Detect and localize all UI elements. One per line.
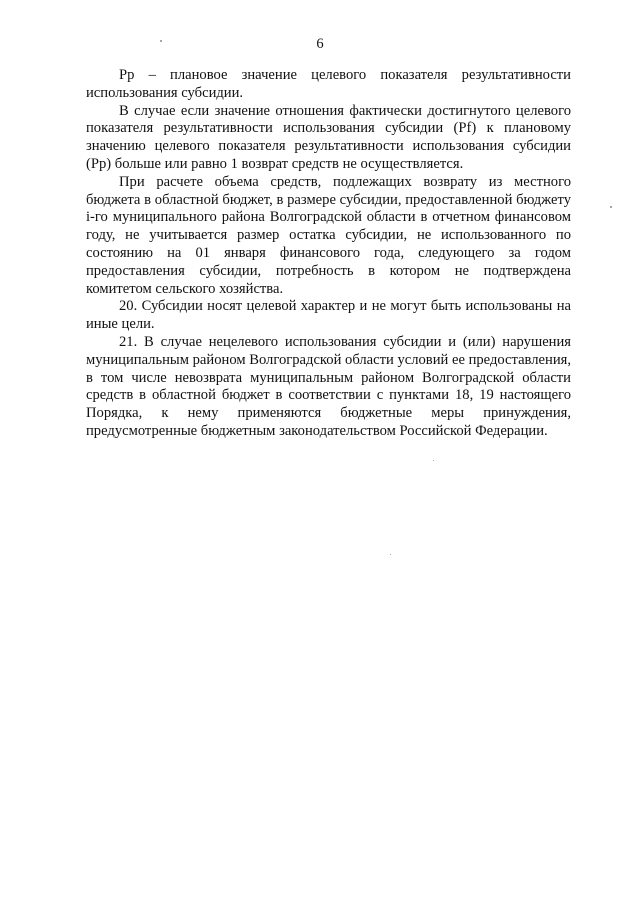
paragraph-no-refund-condition: В случае если значение отношения фактически достигнутого целевого показателя результативности использования субсидии (Pf) к плановому значению целевого показателя результативности использования субсидии (Рр) больше или равно 1 возврат средств не осуществляется. (86, 102, 571, 172)
paragraph-refund-calculation: При расчете объема средств, подлежащих возврату из местного бюджета в областной бюджет, в размере субсидии, предоставленной бюджету i-го муниципального района Волгоградской области в отчетном финансовом году, не учитывается размер остатка субсидии, не использованного по состоянию на 01 января финансового года, следующего за годом предоставления субсидии, потребность в котором не подтверждена комитетом сельского хозяйства. (86, 173, 571, 297)
page-number: 6 (316, 36, 324, 52)
paragraph-clause-21: 21. В случае нецелевого использования субсидии и (или) нарушения муниципальным районом Волгоградской области условий ее предоставления, в том числе невозврата муниципальным районом Волгоградской области средств в областной бюджет в соответствии с пунктами 18, 19 настоящего Порядка, к нему применяются бюджетные меры принуждения, предусмотренные бюджетным законодательством Российской Федерации. (86, 333, 571, 439)
paragraph-clause-20: 20. Субсидии носят целевой характер и не могут быть использованы на иные цели. (86, 298, 571, 333)
paragraph-pp-definition: Рр – плановое значение целевого показателя результативности использования субсидии. (86, 67, 571, 101)
document-body (86, 67, 571, 441)
scan-speck (610, 206, 612, 208)
scan-speck (390, 554, 391, 555)
scan-speck (433, 460, 434, 461)
scan-speck (160, 40, 162, 42)
